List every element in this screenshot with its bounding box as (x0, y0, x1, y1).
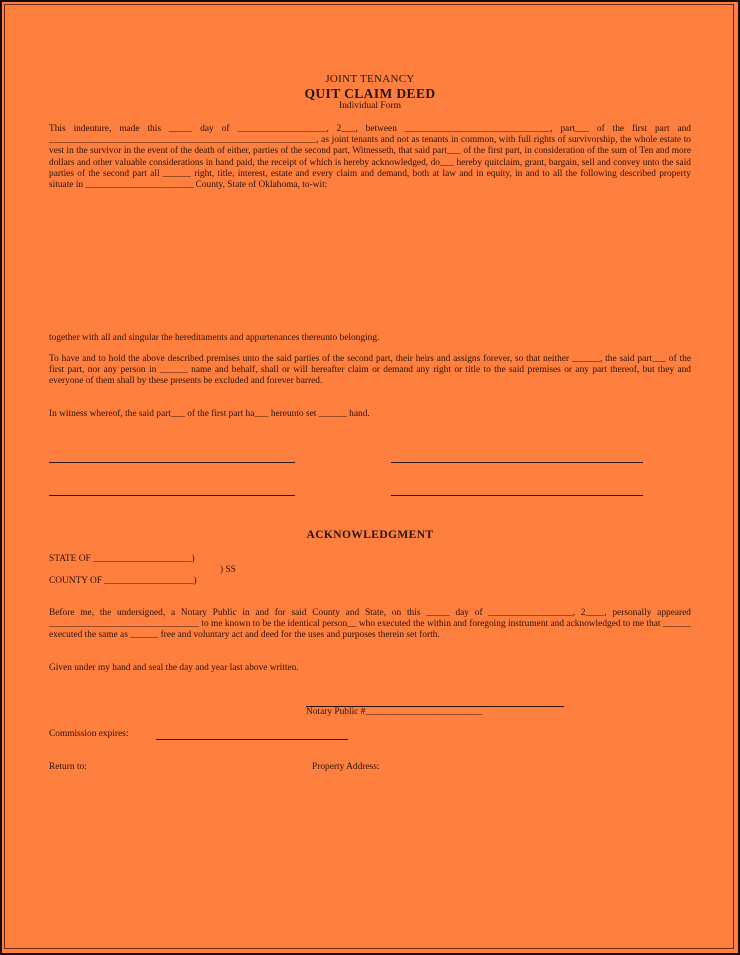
property-address-label: Property Address: (312, 762, 380, 772)
indenture-paragraph: This indenture, made this _____ day of ___________________, 2___, between _______________________________, part___ of the first part and _________________________________________________________, as joint tenants and not as tenants in common, with full rights of survivorship, the whole estate to vest in the survivor in the event of the death of either, parties of the second part, Witnesseth, that said part___ of the first part, in consideration of the sum of Ten and more dollars and other valuable considerations in hand paid, the receipt of which is hereby acknowledged, do___ hereby quitclaim, grant, bargain, sell and convey unto the said parties of the second part all ______ right, title, interest, estate and every claim and demand, both at law and in equity, in and to all the following described property situate in _______________________ County, State of Oklahoma, to-wit: (49, 124, 691, 191)
witness-paragraph: In witness whereof, the said part___ of the first part ha___ hereunto set ______ hand. (49, 409, 370, 419)
ss-label: ) SS (220, 565, 236, 575)
given-paragraph: Given under my hand and seal the day and year last above written. (49, 663, 299, 673)
notary-public-label: Notary Public #_________________________ (306, 707, 483, 717)
county-of-field: COUNTY OF ___________________) (49, 576, 197, 586)
commission-expires-label: Commission expires: (49, 729, 129, 739)
signature-line-1 (49, 462, 295, 463)
heading-individual-form: Individual Form (338, 101, 401, 111)
to-have-paragraph: To have and to hold the above described premises unto the said parties of the second part, their heirs and assigns forever, so that neither ______, the said part___ of the first part, nor any person in ______ name and behalf, shall or will hereafter claim or demand any right or title to the said premises or any part thereof, but they and everyone of them shall by these presents be excluded and forever barred. (49, 354, 691, 387)
signature-line-4 (391, 495, 643, 496)
together-paragraph: together with all and singular the hereditaments and appurtenances thereunto belonging. (49, 333, 380, 343)
signature-line-3 (49, 495, 295, 496)
return-to-label: Return to: (49, 762, 87, 772)
heading-quit-claim-deed: QUIT CLAIM DEED (304, 86, 436, 101)
heading-joint-tenancy: JOINT TENANCY (325, 73, 415, 85)
commission-expires-line (156, 739, 348, 740)
state-of-field: STATE OF _____________________) (49, 554, 195, 564)
acknowledgment-title: ACKNOWLEDGMENT (306, 529, 434, 541)
before-me-paragraph: Before me, the undersigned, a Notary Public in and for said County and State, on this _____ day of __________________, 2____, personally appeared ________________________________ to me known to be the identical person__ who executed the within and foregoing instrument and acknowledged to me that ______ executed the same as ______ free and voluntary act and deed for the uses and purposes therein set forth. (49, 608, 691, 641)
signature-line-2 (391, 462, 643, 463)
